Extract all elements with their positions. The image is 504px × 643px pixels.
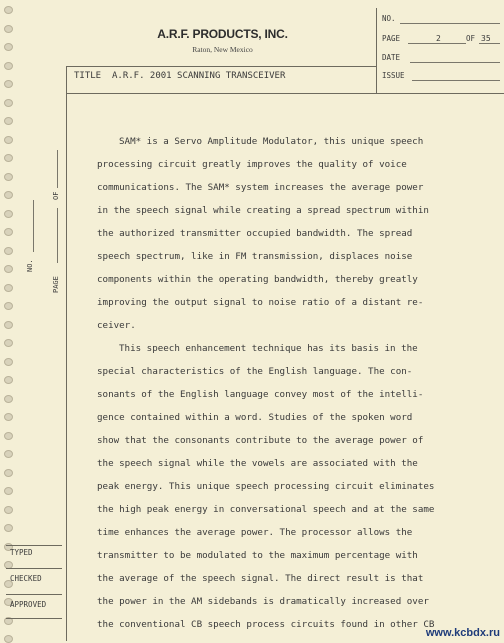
side-no-line (33, 200, 34, 252)
stamp-divider (6, 594, 62, 595)
binder-hole (4, 247, 13, 255)
issue-field-line (412, 80, 500, 81)
of-label: OF (466, 34, 476, 43)
paragraph-1 (97, 130, 459, 337)
stamp-divider (6, 618, 62, 619)
binder-hole (4, 506, 13, 514)
margin-line (66, 66, 67, 641)
text-line: processing circuit greatly improves the quality of voice (97, 159, 407, 170)
of-field-line (479, 43, 500, 44)
binder-hole (4, 265, 13, 273)
binder-hole (4, 524, 13, 532)
date-field-line (410, 62, 500, 63)
binder-hole (4, 432, 13, 440)
binder-hole (4, 469, 13, 477)
issue-label: ISSUE (382, 71, 405, 80)
binder-hole (4, 228, 13, 236)
text-line: This speech enhancement technique has its basis in the (119, 343, 418, 354)
binder-hole (4, 487, 13, 495)
text-line: peak energy. This unique speech processing circuit eliminates (97, 481, 435, 492)
binder-hole (4, 635, 13, 643)
binder-hole (4, 25, 13, 33)
text-line: transmitter to be modulated to the maximum percentage with (97, 550, 418, 561)
text-line: the conventional CB speech process circuits found in other CB (97, 619, 435, 630)
title-value: A.R.F. 2001 SCANNING TRANSCEIVER (112, 71, 286, 81)
paragraph-2 (97, 337, 459, 636)
text-line: in the speech signal while creating a spread spectrum within (97, 205, 429, 216)
text-line: gence contained within a word. Studies of the spoken word (97, 412, 413, 423)
no-field-line (400, 23, 500, 24)
text-line: the power in the AM sidebands is dramatically increased over (97, 596, 429, 607)
binder-hole (4, 339, 13, 347)
text-line: ceiver. (97, 320, 136, 331)
watermark: www.kcbdx.ru (425, 627, 500, 639)
side-of-line (57, 150, 58, 188)
binder-hole (4, 321, 13, 329)
text-line: time enhances the average power. The processor allows the (97, 527, 413, 538)
binder-hole (4, 6, 13, 14)
binder-hole (4, 136, 13, 144)
company-name: A.R.F. PRODUCTS, INC. (157, 27, 288, 41)
text-line: communications. The SAM* system increases the average power (97, 182, 424, 193)
no-label: NO. (382, 14, 396, 23)
binder-hole (4, 62, 13, 70)
binder-hole (4, 154, 13, 162)
side-no-label: NO. (26, 259, 34, 272)
binder-hole (4, 376, 13, 384)
binder-hole (4, 117, 13, 125)
text-line: the average of the speech signal. The direct result is that (97, 573, 424, 584)
stamp-divider (6, 545, 62, 546)
page-field-line (408, 43, 466, 44)
side-page-label: PAGE (52, 276, 60, 293)
text-line: the speech signal while the vowels are associated with the (97, 458, 418, 469)
text-line: sonants of the English language convey most of the intelli- (97, 389, 424, 400)
text-line: improving the output signal to noise ratio of a distant re- (97, 297, 424, 308)
binder-hole (4, 191, 13, 199)
checked-label: CHECKED (10, 574, 42, 583)
text-line: the authorized transmitter occupied bandwidth. The spread (97, 228, 413, 239)
text-line: special characteristics of the English language. The con- (97, 366, 413, 377)
date-label: DATE (382, 53, 401, 62)
binder-hole (4, 450, 13, 458)
text-line: the high peak energy in conversational speech and at the same (97, 504, 435, 515)
text-line: speech spectrum, like in FM transmission, displaces noise (97, 251, 413, 262)
binder-hole (4, 43, 13, 51)
binder-hole (4, 302, 13, 310)
binder-hole (4, 80, 13, 88)
binder-hole (4, 210, 13, 218)
binder-hole (4, 413, 13, 421)
binder-hole (4, 99, 13, 107)
typed-label: TYPED (10, 548, 33, 557)
title-label: TITLE (74, 71, 102, 81)
binder-hole (4, 284, 13, 292)
binder-hole (4, 395, 13, 403)
company-city: Raton, New Mexico (192, 45, 253, 54)
stamp-divider (6, 568, 62, 569)
page-number: 2 (436, 34, 441, 43)
text-line: components within the operating bandwidth, thereby greatly (97, 274, 418, 285)
total-pages: 35 (481, 34, 491, 43)
binder-hole (4, 358, 13, 366)
text-line: show that the consonants contribute to the average power of (97, 435, 424, 446)
side-page-line (57, 208, 58, 263)
header-divider (66, 66, 376, 67)
header-divider (376, 8, 377, 94)
approved-label: APPROVED (10, 600, 47, 609)
side-of-label: OF (52, 191, 60, 200)
header-divider (66, 93, 504, 94)
binder-hole (4, 173, 13, 181)
text-line: SAM* is a Servo Amplitude Modulator, this unique speech (119, 136, 424, 147)
page-label: PAGE (382, 34, 401, 43)
